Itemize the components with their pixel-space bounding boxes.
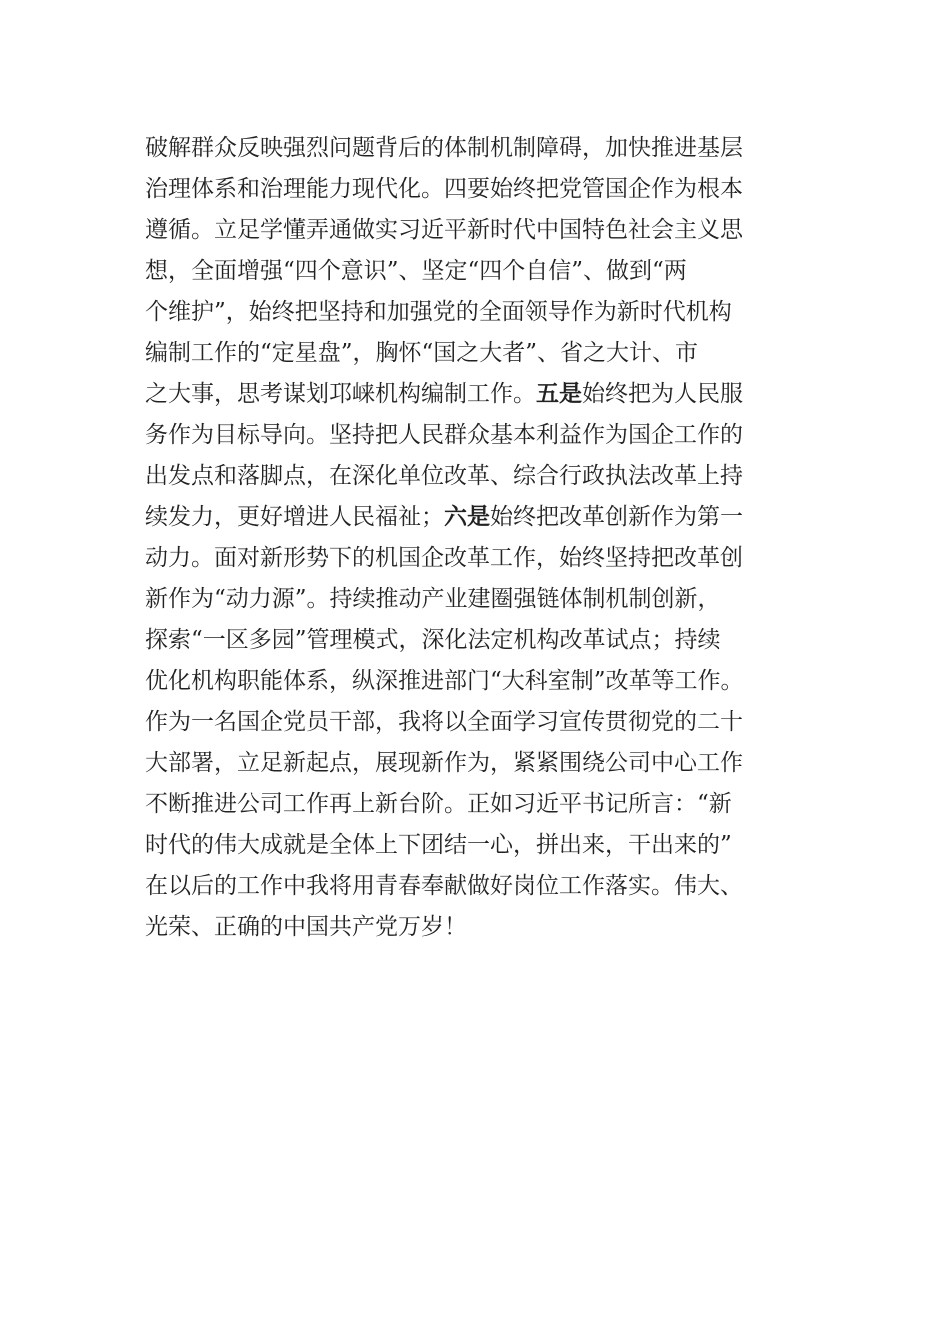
text-segment: 之大事，思考谋划邛崃机构编制工作。: [145, 381, 536, 407]
text-line: [145, 128, 815, 169]
text-line: [145, 702, 815, 743]
text-line: [145, 907, 815, 948]
text-segment: 编制工作的“定星盘”，胸怀“国之大者”、省之大计、市: [145, 340, 699, 366]
text-line: [145, 456, 815, 497]
text-line: [145, 251, 815, 292]
text-segment: 始终把为人民服: [582, 381, 743, 407]
text-line: [145, 497, 815, 538]
text-line: [145, 784, 815, 825]
text-line: [145, 292, 815, 333]
text-segment: 破解群众反映强烈问题背后的体制机制障碍，加快推进基层: [145, 135, 743, 161]
text-segment: 新作为“动力源”。持续推动产业建圈强链体制机制创新，: [145, 586, 721, 612]
text-segment: 在以后的工作中我将用青春奉献做好岗位工作落实。伟大、: [145, 873, 743, 899]
text-segment: 务作为目标导向。坚持把人民群众基本利益作为国企工作的: [145, 422, 743, 448]
text-line: [145, 169, 815, 210]
text-line: [145, 661, 815, 702]
text-segment: 始终把改革创新作为第一: [490, 504, 743, 530]
text-segment: 大部署，立足新起点，展现新作为，紧紧围绕公司中心工作: [145, 750, 743, 776]
text-line: [145, 333, 815, 374]
text-segment: 遵循。立足学懂弄通做实习近平新时代中国特色社会主义思: [145, 217, 743, 243]
bold-text-segment: 六是: [444, 504, 490, 530]
text-segment: 动力。面对新形势下的机国企改革工作，始终坚持把改革创: [145, 545, 743, 571]
text-line: [145, 620, 815, 661]
text-segment: 续发力，更好增进人民福祉；: [145, 504, 444, 530]
text-line: [145, 866, 815, 907]
text-line: [145, 374, 815, 415]
text-segment: 优化机构职能体系，纵深推进部门“大科室制”改革等工作。: [145, 668, 744, 694]
text-segment: 探索“一区多园”管理模式，深化法定机构改革试点；持续: [145, 627, 721, 653]
text-line: [145, 538, 815, 579]
text-segment: 不断推进公司工作再上新台阶。正如习近平书记所言：“新: [145, 791, 732, 817]
text-segment: 治理体系和治理能力现代化。四要始终把党管国企作为根本: [145, 176, 743, 202]
text-segment: 光荣、正确的中国共产党万岁！: [145, 914, 467, 940]
text-line: [145, 743, 815, 784]
bold-text-segment: 五是: [536, 381, 582, 407]
text-segment: 时代的伟大成就是全体上下团结一心，拼出来，干出来的”: [145, 832, 732, 858]
text-line: [145, 579, 815, 620]
text-segment: 想，全面增强“四个意识”、坚定“四个自信”、做到“两: [145, 258, 687, 284]
text-segment: 作为一名国企党员干部，我将以全面学习宣传贯彻党的二十: [145, 709, 743, 735]
text-segment: 个维护”，始终把坚持和加强党的全面领导作为新时代机构: [145, 299, 732, 325]
text-line: [145, 825, 815, 866]
text-line: [145, 415, 815, 456]
text-segment: 出发点和落脚点，在深化单位改革、综合行政执法改革上持: [145, 463, 743, 489]
text-line: [145, 210, 815, 251]
document-body-text: [145, 128, 815, 948]
